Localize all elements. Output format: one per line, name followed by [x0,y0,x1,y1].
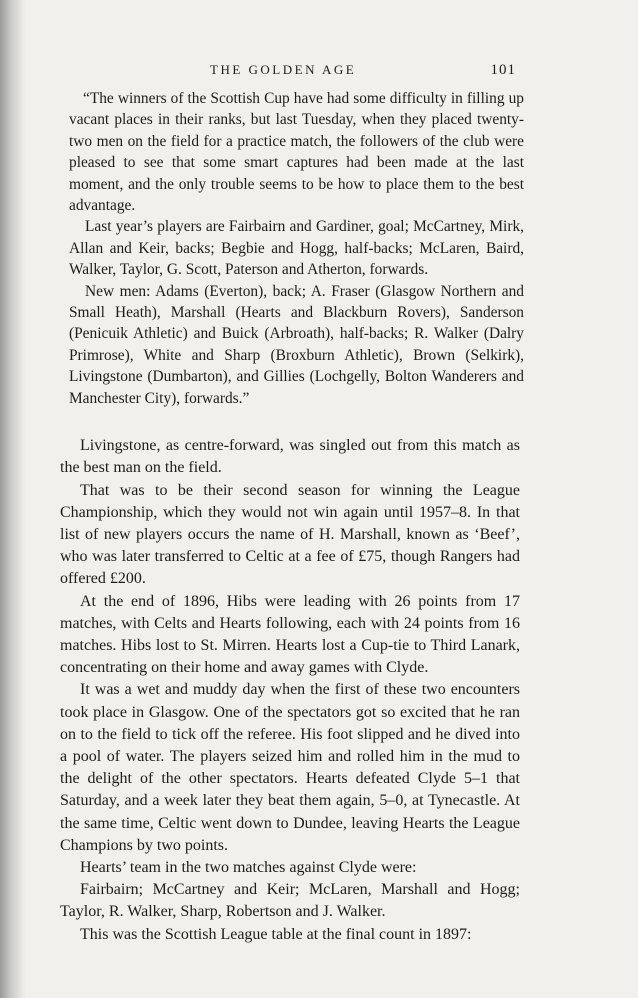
block-quote [69,88,524,409]
paragraph: Livingstone, as centre-forward, was singled out from this match as the best man on the field. [60,437,520,477]
section-gap [60,409,520,435]
quote-paragraph: “The winners of the Scottish Cup have had some difficulty in filling up vacant places in their ranks, but last Tuesday, when they placed twenty-two men on the field for a practice match, the followers of the club were pleased to see that some smart captures had been made at the last moment, and the only trouble seems to be how to place them to the best advantage. [69,90,524,215]
page-number: 101 [490,62,516,78]
quote-paragraph: Last year’s players are Fairbairn and Gardiner, goal; McCartney, Mirk, Allan and Keir, backs; Begbie and Hogg, half-backs; McLaren, Baird, Walker, Taylor, G. Scott, Paterson and Atherton, forwards. [69,218,524,279]
paragraph: Hearts’ team in the two matches against Clyde were: [80,858,417,876]
quote-paragraph: New men: Adams (Everton), back; A. Fraser (Glasgow Northern and Small Heath), Marshall (Hearts and Blackburn Rovers), Sanderson (Penicuik Athletic) and Buick (Arbroath), half-backs; R. Walker (Dalry Primrose), White and Sharp (Broxburn Athletic), Brown (Selkirk), Livingstone (Dumbarton), and Gillies (Lochgelly, Bolton Wanderers and Manchester City), forwards.” [69,282,524,407]
page-body [60,88,524,946]
paragraph: At the end of 1896, Hibs were leading with 26 points from 17 matches, with Celts and Hearts following, each with 24 points from 16 matches. Hibs lost to St. Mirren. Hearts lost a Cup-tie to Third Lanark, concentrating on their home and away games with Clyde. [60,592,520,677]
paragraph: This was the Scottish League table at the final count in 1897: [80,925,472,943]
team-lineup: Fairbairn; McCartney and Keir; McLaren, Marshall and Hogg; Taylor, R. Walker, Sharp, Robertson and J. Walker. [60,881,520,921]
paragraph: It was a wet and muddy day when the first of these two encounters took place in Glasgow. One of the spectators got so excited that he ran on to the field to tick off the referee. His foot slipped and he dived into a pool of water. The players seized him and rolled him in the mud to the delight of the other spectators. Hearts defeated Clyde 5–1 that Saturday, and a week later they beat them again, 5–0, at Tynecastle. At the same time, Celtic went down to Dundee, leaving Hearts the League Champions by two points. [60,681,520,854]
running-title: THE GOLDEN AGE [210,62,357,77]
paragraph: That was to be their second season for winning the League Championship, which they would not win again until 1957–8. In that list of new players occurs the name of H. Marshall, known as ‘Beef’, who was later transferred to Celtic at a fee of £75, though Rangers had offered £200. [60,481,520,588]
